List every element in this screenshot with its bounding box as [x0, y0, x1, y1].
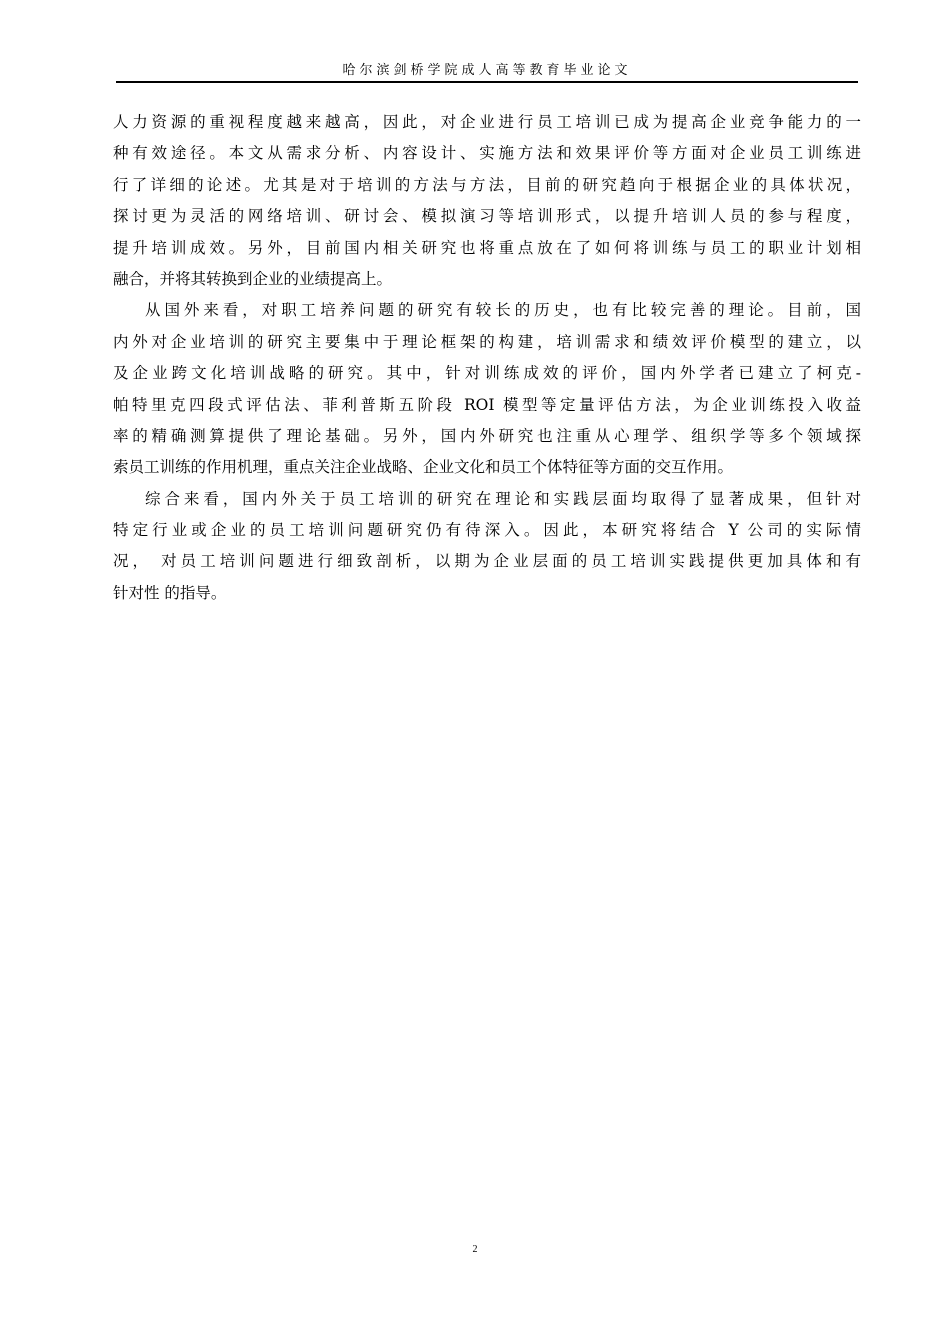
text-line: 融合，并将其转换到企业的业绩提高上。 — [113, 269, 393, 288]
paragraph-2 — [113, 295, 861, 483]
text-line: 况， 对员工培训问题进行细致剖析，以期为企业层面的员工培训实践提供更加具体和有 — [113, 552, 861, 571]
text-line: 帕特里克四段式评估法、菲利普斯五阶段 ROI 模型等定量评估方法，为企业训练投入收益 — [113, 395, 861, 414]
header-rule — [116, 81, 858, 83]
page-header — [116, 62, 858, 82]
text-line: 内外对企业培训的研究主要集中于理论框架的构建，培训需求和绩效评价模型的建立，以 — [113, 332, 861, 351]
text-line: 种有效途径。本文从需求分析、内容设计、实施方法和效果评价等方面对企业员工训练进 — [113, 144, 861, 163]
body-text — [113, 107, 861, 609]
text-line: 特定行业或企业的员工培训问题研究仍有待深入。因此，本研究将结合 Y 公司的实际情 — [113, 521, 861, 540]
text-line: 综合来看，国内外关于员工培训的研究在理论和实践层面均取得了显著成果，但针对 — [145, 489, 861, 508]
text-line: 从国外来看，对职工培养问题的研究有较长的历史，也有比较完善的理论。目前，国 — [145, 301, 861, 320]
paragraph-3 — [113, 484, 861, 610]
header-title: 哈尔滨剑桥学院成人高等教育毕业论文 — [342, 63, 632, 78]
text-line: 及企业跨文化培训战略的研究。其中，针对训练成效的评价，国内外学者已建立了柯克- — [113, 364, 861, 383]
text-line: 人力资源的重视程度越来越高，因此，对企业进行员工培训已成为提高企业竞争能力的一 — [113, 113, 861, 131]
text-line: 率的精确测算提供了理论基础。另外，国内外研究也注重从心理学、组织学等多个领域探 — [113, 426, 861, 445]
text-line: 提升培训成效。另外，目前国内相关研究也将重点放在了如何将训练与员工的职业计划相 — [113, 238, 861, 257]
page-number: 2 — [472, 1244, 478, 1255]
paragraph-1 — [113, 107, 861, 295]
text-line: 索员工训练的作用机理，重点关注企业战略、企业文化和员工个体特征等方面的交互作用。 — [113, 458, 734, 477]
text-line: 探讨更为灵活的网络培训、研讨会、模拟演习等培训形式，以提升培训人员的参与程度， — [113, 207, 861, 226]
text-line: 行了详细的论述。尤其是对于培训的方法与方法，目前的研究趋向于根据企业的具体状况， — [113, 175, 861, 194]
text-line: 针对性 的指导。 — [113, 583, 227, 602]
